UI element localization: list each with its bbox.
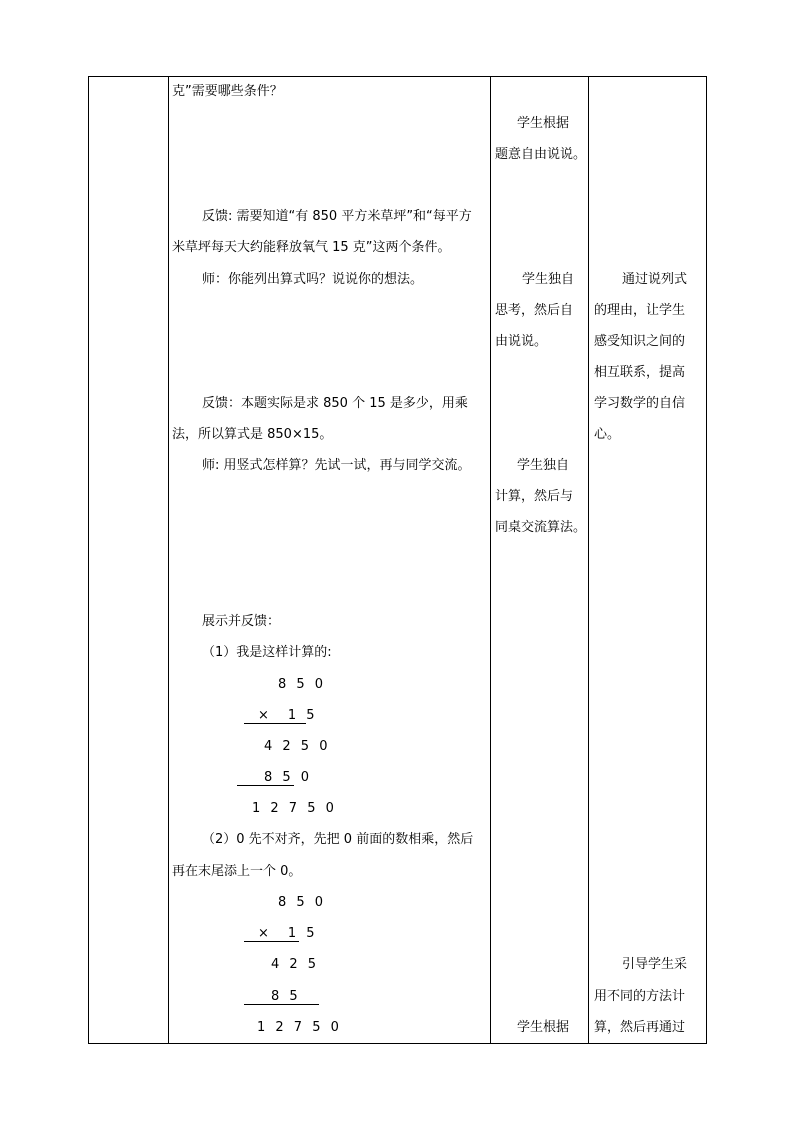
calc-underline [244,723,306,724]
calc-row: 1 2 7 5 0 [252,801,337,816]
student-text: 学生独自 [522,272,575,287]
calc-row: 8 5 0 [278,677,327,692]
text-line: （2）0 先不对齐，先把 0 前面的数相乘，然后 [202,832,474,847]
calc-row: × 1 5 [258,708,318,723]
calc-row: 4 2 5 [271,957,320,972]
text-line: 米草坪每天大约能释放氧气 15 克”这两个条件。 [172,240,451,255]
intent-text: 学习数学的自信 [594,396,686,411]
calc-row: × 1 5 [258,926,318,941]
calc-row: 4 2 5 0 [264,739,331,754]
intent-text: 的理由，让学生 [594,303,686,318]
text-line: 反馈：本题实际是求 850 个 15 是多少，用乘 [202,396,468,411]
calc-underline [244,941,299,942]
student-text: 学生根据 [517,116,570,131]
text-line: 反馈: 需要知道“有 850 平方米草坪”和“每平方 [202,209,472,224]
text-line: 克”需要哪些条件？ [172,84,283,99]
calc-row: 1 2 7 5 0 [257,1020,342,1035]
text-line: 再在末尾添上一个 0。 [172,864,302,879]
column-divider [490,77,491,1043]
column-divider [588,77,589,1043]
student-text: 计算，然后与 [495,489,574,504]
text-line: 法，所以算式是 850×15。 [172,427,333,442]
calc-row: 8 5 0 [278,895,327,910]
intent-text: 算，然后再通过 [594,1020,686,1035]
intent-text: 相互联系，提高 [594,365,686,380]
student-text: 由说说。 [495,334,548,349]
student-text: 学生独自 [517,458,570,473]
intent-text: 感受知识之间的 [594,334,686,349]
text-line: （1）我是这样计算的: [202,645,332,660]
intent-text: 用不同的方法计 [594,989,686,1004]
calc-row: 8 5 [271,989,301,1004]
calc-row: 8 5 0 [264,770,313,785]
intent-text: 心。 [594,427,621,442]
text-line: 展示并反馈： [202,614,281,629]
text-line: 师：你能列出算式吗？说说你的想法。 [202,272,424,287]
column-divider [168,77,169,1043]
calc-underline [244,1004,319,1005]
intent-text: 通过说列式 [622,272,688,287]
calc-underline [237,785,294,786]
student-text: 思考，然后自 [495,303,574,318]
student-text: 学生根据 [517,1020,570,1035]
intent-text: 引导学生采 [622,957,688,972]
text-line: 师: 用竖式怎样算？先试一试，再与同学交流。 [202,458,471,473]
student-text: 同桌交流算法。 [495,520,587,535]
student-text: 题意自由说说。 [495,147,587,162]
